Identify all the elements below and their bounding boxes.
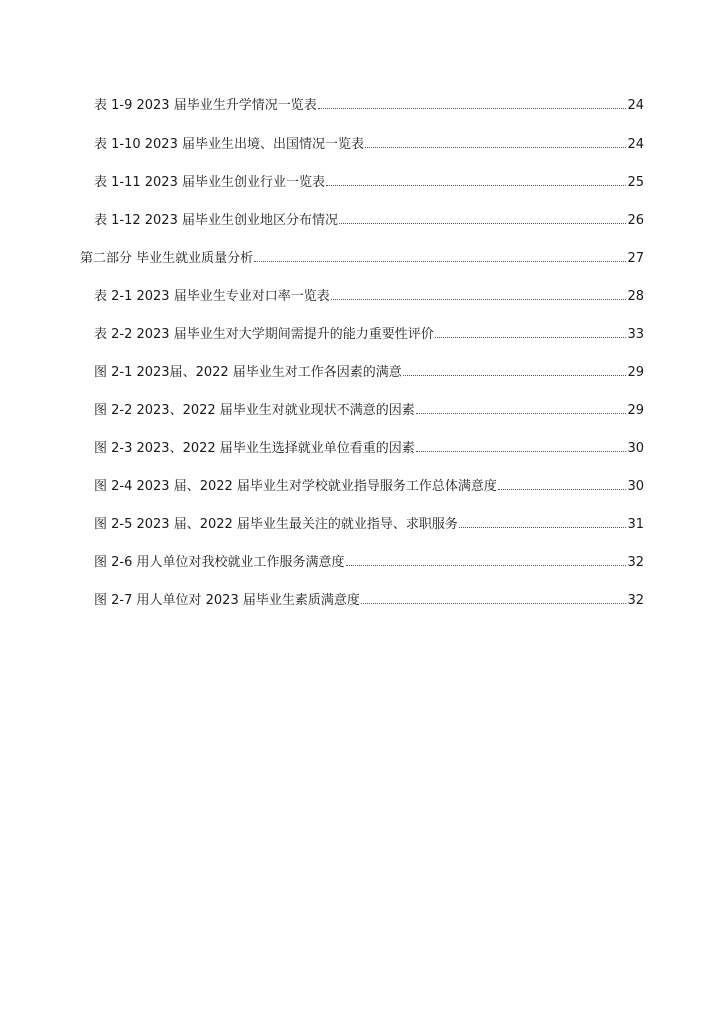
dot-leader xyxy=(326,184,626,186)
toc-entry[interactable] xyxy=(94,439,644,459)
dot-leader xyxy=(254,260,626,262)
dot-leader xyxy=(339,222,626,224)
toc-entry-page: 29 xyxy=(627,403,644,418)
toc-entry-label: 表 1-10 2023 届毕业生出境、出国情况一览表 xyxy=(94,137,364,152)
toc-entry-label: 图 2-4 2023 届、2022 届毕业生对学校就业指导服务工作总体满意度 xyxy=(94,479,497,494)
dot-leader xyxy=(331,298,627,300)
toc-entry[interactable] xyxy=(94,325,644,345)
toc-entry[interactable] xyxy=(94,135,644,155)
toc-entry[interactable] xyxy=(94,591,644,611)
toc-entry[interactable] xyxy=(94,173,644,193)
toc-entry-label: 表 1-9 2023 届毕业生升学情况一览表 xyxy=(94,98,317,113)
toc-entry[interactable] xyxy=(94,96,644,116)
dot-leader xyxy=(361,602,627,604)
dot-leader xyxy=(318,107,627,109)
toc-entry-label: 图 2-7 用人单位对 2023 届毕业生素质满意度 xyxy=(94,593,360,608)
toc-entry-label: 第二部分 毕业生就业质量分析 xyxy=(80,251,254,266)
toc-entry-label: 图 2-5 2023 届、2022 届毕业生最关注的就业指导、求职服务 xyxy=(94,517,458,532)
toc-entry-page: 32 xyxy=(627,555,644,570)
toc-entry[interactable] xyxy=(94,211,644,231)
toc-entry[interactable] xyxy=(94,477,644,497)
toc-entry[interactable] xyxy=(94,553,644,573)
toc-entry-page: 24 xyxy=(627,98,644,113)
toc-entry[interactable] xyxy=(94,515,644,535)
toc-section-entry[interactable] xyxy=(80,249,644,269)
toc-entry-page: 31 xyxy=(627,517,644,532)
toc-entry-page: 29 xyxy=(627,365,644,380)
dot-leader xyxy=(416,450,627,452)
dot-leader xyxy=(459,526,627,528)
toc-entry-label: 图 2-6 用人单位对我校就业工作服务满意度 xyxy=(94,555,345,570)
toc-entry-label: 表 2-1 2023 届毕业生专业对口率一览表 xyxy=(94,289,330,304)
dot-leader xyxy=(346,564,627,566)
toc-entry-page: 28 xyxy=(627,289,644,304)
toc-entry[interactable] xyxy=(94,363,644,383)
toc-entry-page: 30 xyxy=(627,479,644,494)
dot-leader xyxy=(498,488,627,490)
dot-leader xyxy=(435,336,627,338)
dot-leader xyxy=(403,374,627,376)
toc-entry[interactable] xyxy=(94,287,644,307)
toc-entry-page: 24 xyxy=(627,137,644,152)
toc-entry-page: 30 xyxy=(627,441,644,456)
toc-entry-label: 图 2-1 2023届、2022 届毕业生对工作各因素的满意 xyxy=(94,365,402,380)
dot-leader xyxy=(365,146,626,148)
toc-entry-page: 33 xyxy=(627,327,644,342)
toc-entry-label: 图 2-2 2023、2022 届毕业生对就业现状不满意的因素 xyxy=(94,403,415,418)
toc-entry-label: 图 2-3 2023、2022 届毕业生选择就业单位看重的因素 xyxy=(94,441,415,456)
toc-entry-page: 32 xyxy=(627,593,644,608)
toc-entry-label: 表 1-12 2023 届毕业生创业地区分布情况 xyxy=(94,213,338,228)
toc-entry-page: 26 xyxy=(627,213,644,228)
toc-entry-page: 25 xyxy=(627,175,644,190)
toc-entry-page: 27 xyxy=(627,251,644,266)
toc-entry[interactable] xyxy=(94,401,644,421)
toc-entry-label: 表 1-11 2023 届毕业生创业行业一览表 xyxy=(94,175,325,190)
toc-entry-label: 表 2-2 2023 届毕业生对大学期间需提升的能力重要性评价 xyxy=(94,327,434,342)
dot-leader xyxy=(416,412,627,414)
